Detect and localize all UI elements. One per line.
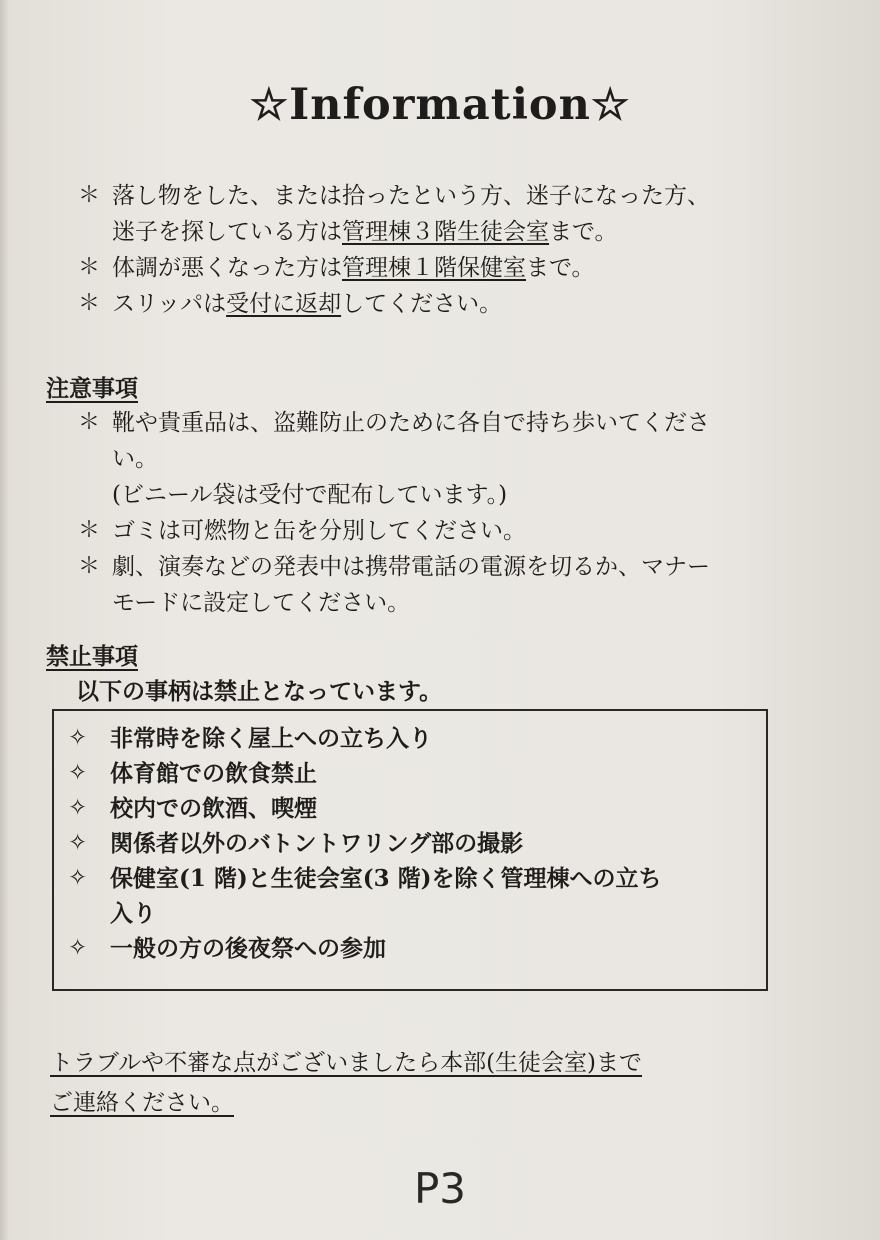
asterisk-icon: ＊ (78, 291, 101, 316)
contact-note: トラブルや不審な点がございましたら本部(生徒会室)まで ご連絡ください。 (50, 1050, 643, 1116)
location-reception: 受付に返却 (226, 291, 342, 317)
list-item: ✧ 非常時を除く屋上への立ち入り (68, 721, 754, 756)
list-item: ＊ ゴミは可燃物と缶を分別してください。 (78, 513, 798, 549)
diamond-icon: ✧ (68, 760, 88, 786)
location-student-council: 管理棟３階生徒会室 (342, 219, 549, 245)
prohibited-box (52, 709, 768, 991)
diamond-icon: ✧ (68, 795, 88, 821)
page-fold-shadow (0, 0, 10, 1240)
list-item: ✧ 体育館での飲食禁止 (68, 756, 754, 791)
asterisk-icon: ＊ (78, 255, 101, 280)
list-item: ＊ 劇、演奏などの発表中は携帯電話の電源を切るか、マナー モードに設定してください。 (78, 549, 798, 621)
diamond-icon: ✧ (68, 935, 88, 961)
page-number: P3 (413, 1164, 467, 1213)
page-title: ☆Information☆ (249, 80, 631, 130)
caution-heading: 注意事項 (46, 375, 138, 402)
information-list (78, 178, 798, 322)
location-health-room: 管理棟１階保健室 (342, 255, 526, 281)
caution-list (78, 405, 798, 621)
diamond-icon: ✧ (68, 830, 88, 856)
prohibited-intro: 以下の事柄は禁止となっています。 (76, 678, 443, 705)
prohibited-heading: 禁止事項 (46, 643, 138, 670)
asterisk-icon: ＊ (78, 554, 101, 579)
diamond-icon: ✧ (68, 725, 88, 751)
list-item: ✧ 関係者以外のバトントワリング部の撮影 (68, 826, 754, 861)
list-item: ✧ 校内での飲酒、喫煙 (68, 791, 754, 826)
list-item: ✧ 保健室(1 階)と生徒会室(3 階)を除く管理棟への立ち 入り (68, 861, 754, 931)
asterisk-icon: ＊ (78, 410, 101, 435)
list-item: ＊ 落し物をした、または拾ったという方、迷子になった方、 迷子を探している方は管理棟３階生徒会室まで。 (78, 178, 798, 250)
asterisk-icon: ＊ (78, 518, 101, 543)
list-item: ✧ 一般の方の後夜祭への参加 (68, 931, 754, 966)
list-item: ＊ 靴や貴重品は、盗難防止のために各自で持ち歩いてくださ い。 (ビニール袋は受付で配布しています。) (78, 405, 798, 513)
list-item: ＊ 体調が悪くなった方は管理棟１階保健室まで。 (78, 250, 798, 286)
asterisk-icon: ＊ (78, 183, 101, 208)
diamond-icon: ✧ (68, 865, 88, 891)
list-item: ＊ スリッパは受付に返却してください。 (78, 286, 798, 322)
